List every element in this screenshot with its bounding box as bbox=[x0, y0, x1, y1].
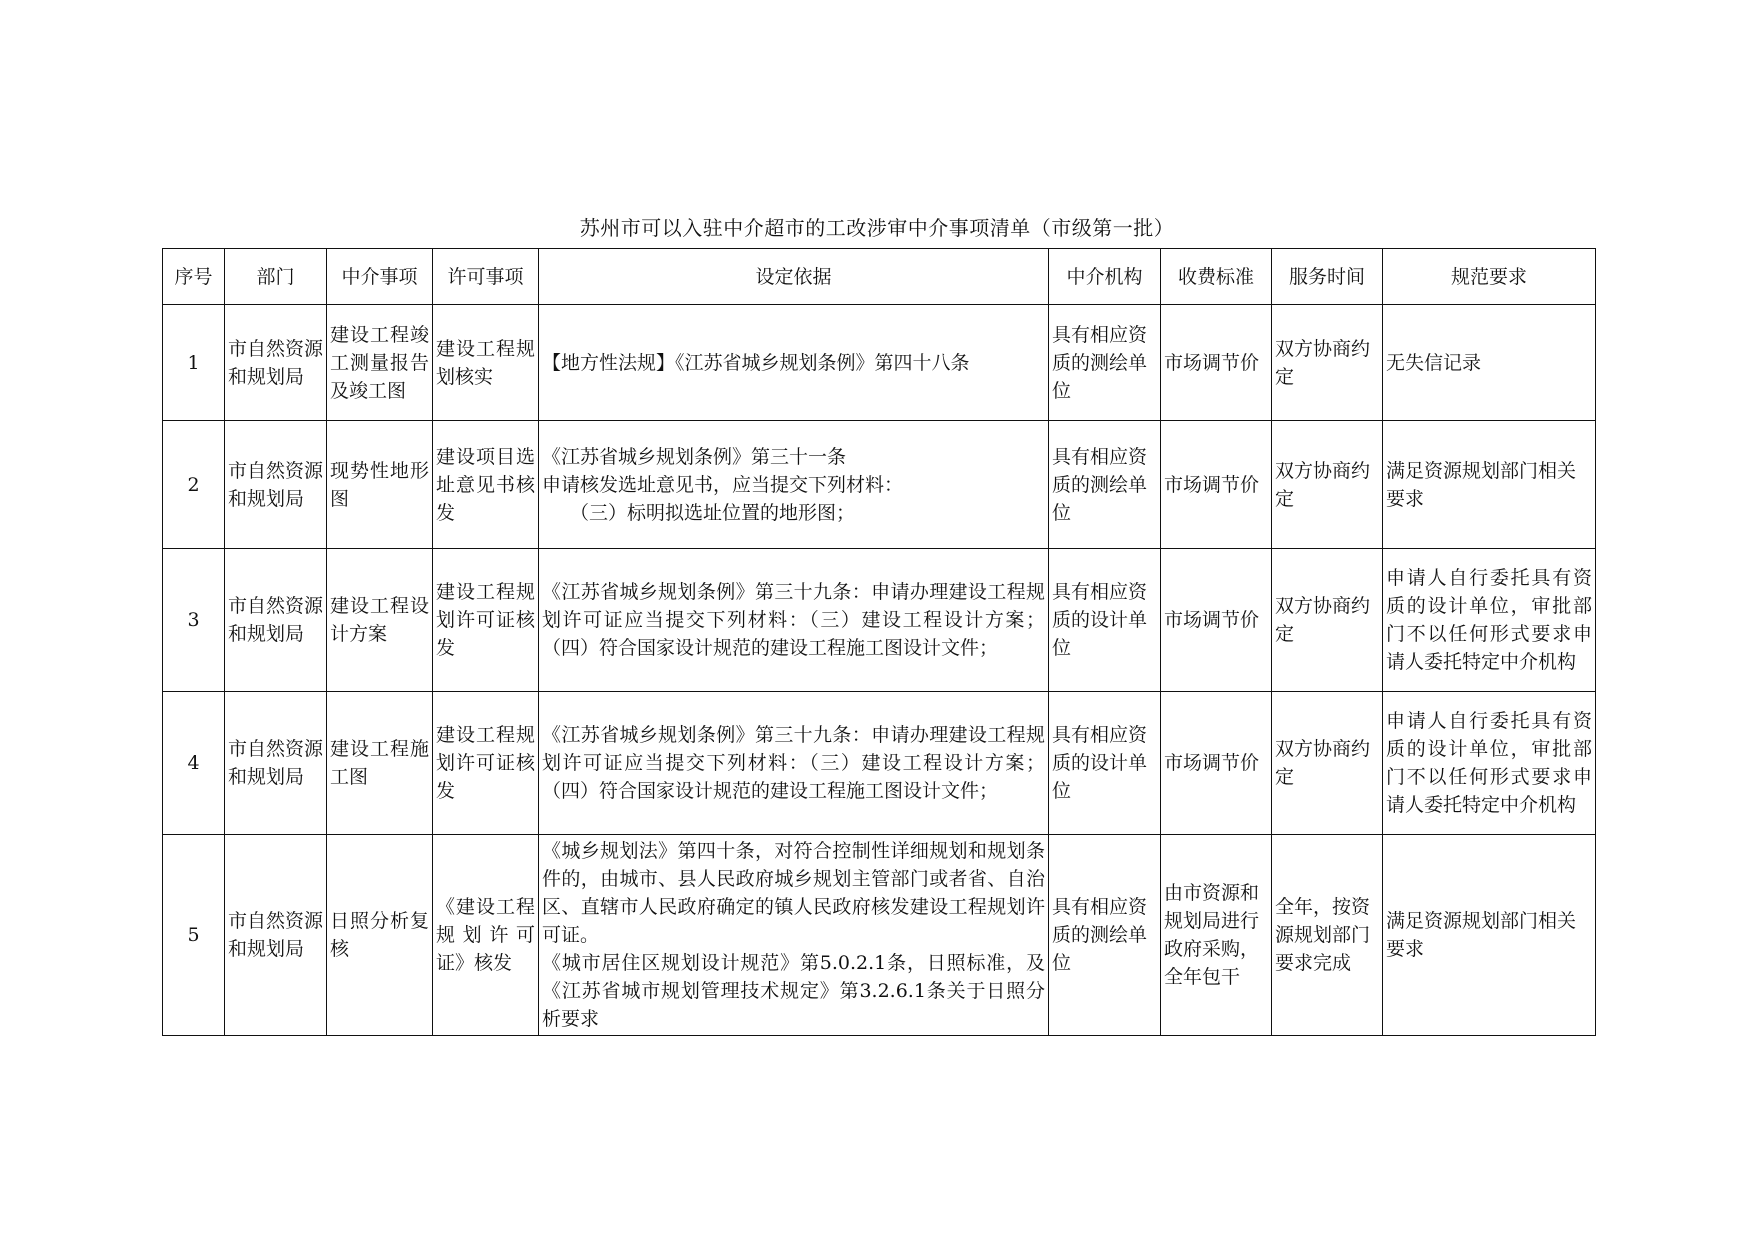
cell-fee: 市场调节价 bbox=[1161, 692, 1272, 835]
cell-fee: 由市资源和规划局进行政府采购，全年包干 bbox=[1161, 835, 1272, 1036]
table-header-row bbox=[163, 249, 1596, 305]
basis-line: 《江苏省城乡规划条例》第三十九条：申请办理建设工程规划许可证应当提交下列材料：（三）建设工程设计方案；（四）符合国家设计规范的建设工程施工图设计文件； bbox=[542, 581, 1045, 659]
cell-agency: 具有相应资质的测绘单位 bbox=[1049, 421, 1161, 549]
cell-dept: 市自然资源和规划局 bbox=[225, 549, 327, 692]
cell-no: 5 bbox=[163, 835, 225, 1036]
cell-basis bbox=[539, 421, 1049, 549]
cell-item: 日照分析复核 bbox=[327, 835, 433, 1036]
cell-item: 建设工程施工图 bbox=[327, 692, 433, 835]
cell-agency: 具有相应资质的测绘单位 bbox=[1049, 305, 1161, 421]
cell-time: 双方协商约定 bbox=[1272, 692, 1383, 835]
cell-no: 2 bbox=[163, 421, 225, 549]
cell-fee: 市场调节价 bbox=[1161, 305, 1272, 421]
header-item: 中介事项 bbox=[327, 249, 433, 305]
cell-req: 满足资源规划部门相关要求 bbox=[1383, 835, 1596, 1036]
document-title: 苏州市可以入驻中介超市的工改涉审中介事项清单（市级第一批） bbox=[579, 216, 1175, 240]
cell-req: 无失信记录 bbox=[1383, 305, 1596, 421]
cell-req: 申请人自行委托具有资质的设计单位，审批部门不以任何形式要求申请人委托特定中介机构 bbox=[1383, 549, 1596, 692]
cell-dept: 市自然资源和规划局 bbox=[225, 692, 327, 835]
basis-line: 《城乡规划法》第四十条，对符合控制性详细规划和规划条件的，由城市、县人民政府城乡规划主管部门或者省、自治区、直辖市人民政府确定的镇人民政府核发建设工程规划许可证。 bbox=[542, 840, 1045, 946]
basis-line: 申请核发选址意见书，应当提交下列材料： bbox=[542, 473, 904, 496]
cell-no: 1 bbox=[163, 305, 225, 421]
cell-permit: 建设项目选址意见书核发 bbox=[433, 421, 539, 549]
cell-agency: 具有相应资质的设计单位 bbox=[1049, 692, 1161, 835]
cell-no: 4 bbox=[163, 692, 225, 835]
cell-agency: 具有相应资质的测绘单位 bbox=[1049, 835, 1161, 1036]
cell-permit: 《建设工程规划许可证》核发 bbox=[433, 835, 539, 1036]
cell-dept: 市自然资源和规划局 bbox=[225, 305, 327, 421]
cell-permit: 建设工程规划许可证核发 bbox=[433, 692, 539, 835]
table-row bbox=[163, 549, 1596, 692]
header-no: 序号 bbox=[163, 249, 225, 305]
cell-time: 双方协商约定 bbox=[1272, 421, 1383, 549]
basis-line: 《江苏省城乡规划条例》第三十一条 bbox=[542, 445, 847, 468]
cell-no: 3 bbox=[163, 549, 225, 692]
basis-line: 《江苏省城乡规划条例》第三十九条：申请办理建设工程规划许可证应当提交下列材料：（三）建设工程设计方案；（四）符合国家设计规范的建设工程施工图设计文件； bbox=[542, 724, 1045, 802]
cell-basis bbox=[539, 549, 1049, 692]
cell-fee: 市场调节价 bbox=[1161, 549, 1272, 692]
header-permit: 许可事项 bbox=[433, 249, 539, 305]
cell-fee: 市场调节价 bbox=[1161, 421, 1272, 549]
cell-time: 全年，按资源规划部门要求完成 bbox=[1272, 835, 1383, 1036]
cell-req: 申请人自行委托具有资质的设计单位，审批部门不以任何形式要求申请人委托特定中介机构 bbox=[1383, 692, 1596, 835]
basis-line: 《城市居住区规划设计规范》第5.0.2.1条，日照标准，及《江苏省城市规划管理技术规定》第3.2.6.1条关于日照分析要求 bbox=[542, 952, 1045, 1030]
header-basis: 设定依据 bbox=[539, 249, 1049, 305]
basis-line: （三）标明拟选址位置的地形图； bbox=[570, 501, 856, 524]
cell-item: 建设工程竣工测量报告及竣工图 bbox=[327, 305, 433, 421]
cell-basis bbox=[539, 692, 1049, 835]
header-req: 规范要求 bbox=[1383, 249, 1596, 305]
intermediary-items-table bbox=[162, 248, 1596, 1036]
cell-dept: 市自然资源和规划局 bbox=[225, 835, 327, 1036]
header-agency: 中介机构 bbox=[1049, 249, 1161, 305]
cell-time: 双方协商约定 bbox=[1272, 549, 1383, 692]
header-fee: 收费标准 bbox=[1161, 249, 1272, 305]
table-row bbox=[163, 421, 1596, 549]
table-row bbox=[163, 305, 1596, 421]
cell-permit: 建设工程规划核实 bbox=[433, 305, 539, 421]
header-dept: 部门 bbox=[225, 249, 327, 305]
cell-req: 满足资源规划部门相关要求 bbox=[1383, 421, 1596, 549]
basis-line: 【地方性法规】《江苏省城乡规划条例》第四十八条 bbox=[542, 351, 970, 374]
cell-agency: 具有相应资质的设计单位 bbox=[1049, 549, 1161, 692]
cell-basis bbox=[539, 835, 1049, 1036]
cell-item: 建设工程设计方案 bbox=[327, 549, 433, 692]
cell-permit: 建设工程规划许可证核发 bbox=[433, 549, 539, 692]
cell-basis bbox=[539, 305, 1049, 421]
cell-dept: 市自然资源和规划局 bbox=[225, 421, 327, 549]
cell-item: 现势性地形图 bbox=[327, 421, 433, 549]
cell-time: 双方协商约定 bbox=[1272, 305, 1383, 421]
table-row bbox=[163, 692, 1596, 835]
table-row bbox=[163, 835, 1596, 1036]
header-time: 服务时间 bbox=[1272, 249, 1383, 305]
